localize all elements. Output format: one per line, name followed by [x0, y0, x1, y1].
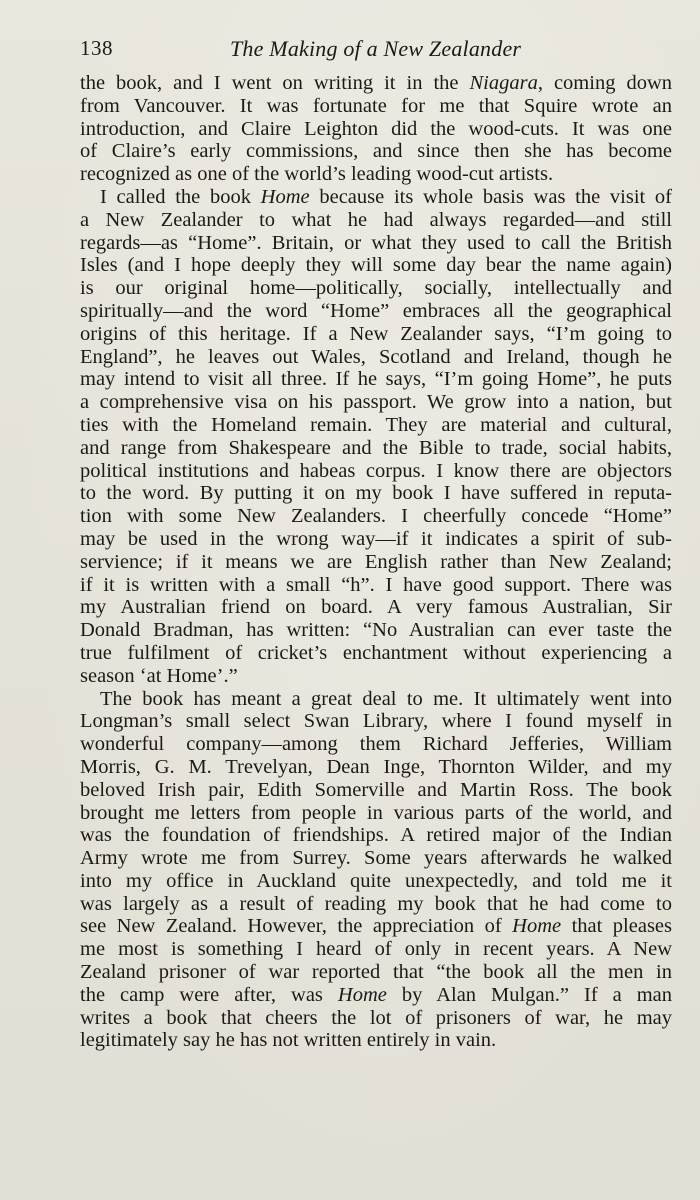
text-line: regards—as “Home”. Britain, or what they used to call the British [80, 231, 672, 254]
text-line: beloved Irish pair, Edith Somerville and Martin Ross. The book [80, 778, 672, 801]
text-line: spiritually—and the word “Home” embraces all the geographical [80, 299, 672, 322]
running-header [80, 36, 620, 66]
text-line: tion with some New Zealanders. I cheerfully concede “Home” [80, 505, 672, 528]
text-line: servience; if it means we are English rather than New Zealand; [80, 550, 672, 573]
text-line: a New Zealander to what he had always regarded—and still [80, 208, 672, 231]
text-line: a comprehensive visa on his passport. We grow into a nation, but [80, 391, 672, 414]
text-line: the book, and I went on writing it in the Niagara, coming down [80, 72, 673, 94]
text-line: Army wrote me from Surrey. Some years afterwards he walked [80, 847, 672, 870]
text-line: brought me letters from people in various parts of the world, and [80, 801, 672, 824]
text-line: may be used in the wrong way—if it indicates a spirit of sub- [80, 527, 672, 550]
text-line: recognized as one of the world’s leading wood-cut artists. [80, 163, 554, 186]
text-line: Zealand prisoner of war reported that “the book all the men in [80, 961, 672, 984]
text-line: England”, he leaves out Wales, Scotland and Ireland, though he [80, 345, 672, 368]
text-line: ties with the Homeland remain. They are material and cultural, [80, 413, 672, 436]
text-line: and range from Shakespeare and the Bible to trade, social habits, [80, 436, 672, 459]
text-line: true fulfilment of cricket’s enchantment without experiencing a [80, 641, 672, 664]
text-line: wonderful company—among them Richard Jefferies, William [80, 733, 672, 756]
text-line: Longman’s small select Swan Library, where I found myself in [80, 710, 672, 733]
text-line: if it is written with a small “h”. I have good support. There was [80, 573, 672, 596]
text-line: Donald Bradman, has written: “No Australian can ever taste the [80, 619, 672, 642]
text-line: into my office in Auckland quite unexpectedly, and told me it [80, 869, 672, 892]
text-line: of Claire’s early commissions, and since then she has become [80, 140, 672, 163]
text-line: is our original home—politically, socially, intellectually and [80, 277, 672, 300]
text-line: was largely as a result of reading my book that he had come to [80, 892, 672, 915]
text-line: to the word. By putting it on my book I have suffered in reputa- [80, 482, 672, 505]
text-line: legitimately say he has not written entirely in vain. [80, 1029, 497, 1052]
running-title: The Making of a New Zealander [230, 36, 522, 61]
text-line: me most is something I heard of only in recent years. A New [80, 938, 672, 961]
body-text [80, 72, 672, 1052]
text-line: political institutions and habeas corpus. I know there are objectors [80, 459, 672, 482]
text-line: origins of this heritage. If a New Zealander says, “I’m going to [80, 322, 672, 345]
text-line: Isles (and I hope deeply they will some day bear the name again) [80, 254, 672, 277]
text-line: my Australian friend on board. A very famous Australian, Sir [80, 596, 672, 619]
text-line: the camp were after, was Home by Alan Mulgan.” If a man [80, 983, 673, 1006]
text-line: I called the book Home because its whole basis was the visit of [100, 185, 672, 208]
text-line: season ‘at Home’.” [80, 664, 238, 687]
text-line: writes a book that cheers the lot of prisoners of war, he may [80, 1006, 672, 1029]
text-line: see New Zealand. However, the appreciation of Home that pleases [80, 915, 672, 938]
text-line: from Vancouver. It was fortunate for me that Squire wrote an [80, 94, 672, 117]
text-line: introduction, and Claire Leighton did the wood-cuts. It was one [80, 117, 672, 140]
text-line: was the foundation of friendships. A retired major of the Indian [80, 824, 672, 847]
text-line: The book has meant a great deal to me. It ultimately went into [100, 687, 672, 710]
text-line: may intend to visit all three. If he says, “I’m going Home”, he puts [80, 368, 672, 391]
text-line: Morris, G. M. Trevelyan, Dean Inge, Thornton Wilder, and my [80, 755, 672, 778]
page-number: 138 [80, 36, 113, 60]
